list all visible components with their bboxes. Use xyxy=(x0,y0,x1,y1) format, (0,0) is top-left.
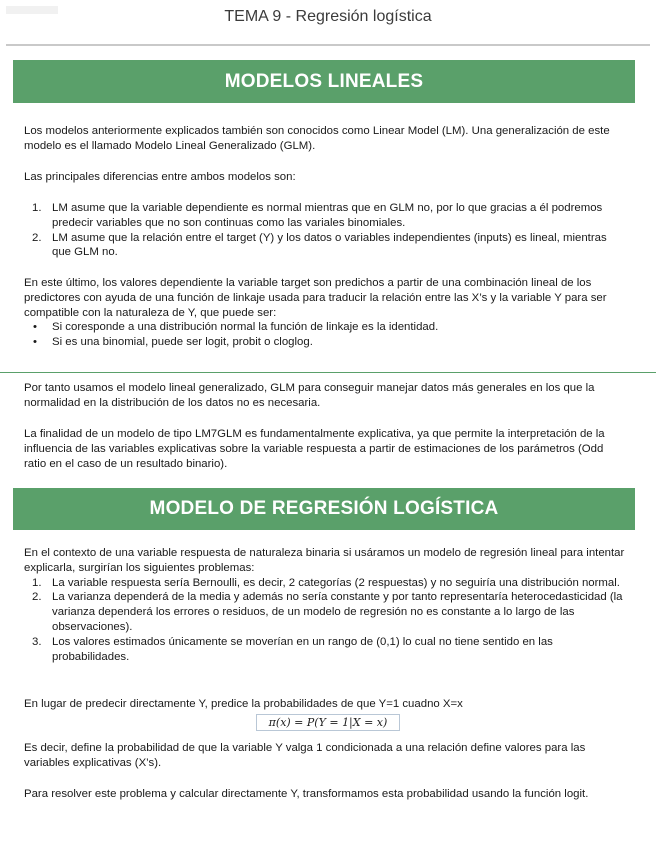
header-rule xyxy=(6,44,650,46)
define-paragraph xyxy=(24,741,628,771)
page-title: TEMA 9 - Regresión logística xyxy=(224,8,432,25)
resolve-text: Para resolver este problema y calcular directamente Y, transformamos esta probabilidad usando la función logit. xyxy=(24,788,589,800)
list-number: 2. xyxy=(32,591,42,604)
list-item xyxy=(24,590,628,634)
bullet-text: Si coresponde a una distribución normal la función de linkaje es la identidad. xyxy=(52,321,439,334)
define-text: Es decir, define la probabilidad de que la variable Y valga 1 condicionada a una relación define valores para las variables explicativas (X’s). xyxy=(24,742,586,769)
section2-intro-text: En el contexto de una variable respuesta de naturaleza binaria si usáramos un modelo de regresión lineal para intentar explicarla, surgirían los siguientes problemas: xyxy=(24,547,625,574)
glm-text: Por tanto usamos el modelo lineal generalizado, GLM para conseguir manejar datos más generales en los que la normalidad en la distribución de los datos no es necesaria. xyxy=(24,382,595,409)
bullet-item xyxy=(24,320,628,335)
bullet-mark: • xyxy=(33,336,37,349)
section-divider xyxy=(0,372,656,373)
list-number: 1. xyxy=(32,576,42,589)
list-item xyxy=(24,231,628,261)
list-item-text: Los valores estimados únicamente se moverían en un rango de (0,1) lo cual no tiene sentido en las probabilidades. xyxy=(52,635,553,663)
predict-paragraph xyxy=(24,697,628,712)
list-item-text: LM asume que la relación entre el target (Y) y los datos o variables independientes (inputs) es lineal, mientras que GLM no. xyxy=(52,231,607,259)
bullet-item xyxy=(24,335,628,350)
probability-formula: π(x) = P(Y = 1|X = x) xyxy=(256,714,401,731)
differences-list xyxy=(24,201,628,260)
differences-lead-text: Las principales diferencias entre ambos modelos son: xyxy=(24,171,296,183)
resolve-paragraph xyxy=(24,787,628,802)
section2-intro xyxy=(24,546,628,664)
list-number: 2. xyxy=(32,231,42,244)
section1-intro xyxy=(24,124,628,154)
list-item-text: La varianza dependerá de la media y además no sería constante y por tanto representaría heterocedasticidad (la varianza dependerá los errores o residuos, de un modelo de regresión no es constante a lo largo de las observaciones). xyxy=(52,591,623,633)
list-item xyxy=(24,635,628,665)
list-item-text: La variable respuesta sería Bernoulli, es decir, 2 categorías (2 respuestas) y no seguiría una distribución normal. xyxy=(52,576,620,589)
link-function-text: En este último, los valores dependiente la variable target son predichos a partir de una combinación lineal de los predictores con ayuda de una función de linkaje usada para traducir la relación entre las X’s y la variable Y para ser compatible con la naturaleza de Y, que puede ser: xyxy=(24,277,607,319)
list-item-text: LM asume que la variable dependiente es normal mientras que en GLM no, por lo que gracias a él podremos predecir variables que no son continuas como las variales binomiales. xyxy=(52,202,603,229)
section-banner-regresion-logistica: MODELO DE REGRESIÓN LOGÍSTICA xyxy=(13,488,635,530)
purpose-text: La finalidad de un modelo de tipo LM7GLM es fundamentalmente explicativa, ya que permite la interpretación de la influencia de las variables explicativas sobre la variable respuesta a partir de estimaciones de los parámetros (Odd ratio en el caso de un resultado binario). xyxy=(24,428,605,470)
bullet-mark: • xyxy=(33,321,37,334)
list-item xyxy=(24,576,628,591)
link-function-paragraph xyxy=(24,276,628,350)
list-number: 3. xyxy=(32,635,42,648)
section-banner-modelos-lineales: MODELOS LINEALES xyxy=(13,60,635,103)
differences-lead xyxy=(24,170,628,185)
intro-paragraph: Los modelos anteriormente explicados también son conocidos como Linear Model (LM). Una generalización de este modelo es el llamado Modelo Lineal Generalizado (GLM). xyxy=(24,125,610,152)
list-item xyxy=(24,201,628,231)
bullet-text: Si es una binomial, puede ser logit, probit o cloglog. xyxy=(52,336,313,349)
formula-row xyxy=(0,714,656,731)
purpose-paragraph xyxy=(24,427,628,471)
predict-text: En lugar de predecir directamente Y, predice la probabilidades de que Y=1 cuadno X=x xyxy=(24,698,463,710)
glm-paragraph xyxy=(24,381,628,411)
list-number: 1. xyxy=(32,202,42,214)
